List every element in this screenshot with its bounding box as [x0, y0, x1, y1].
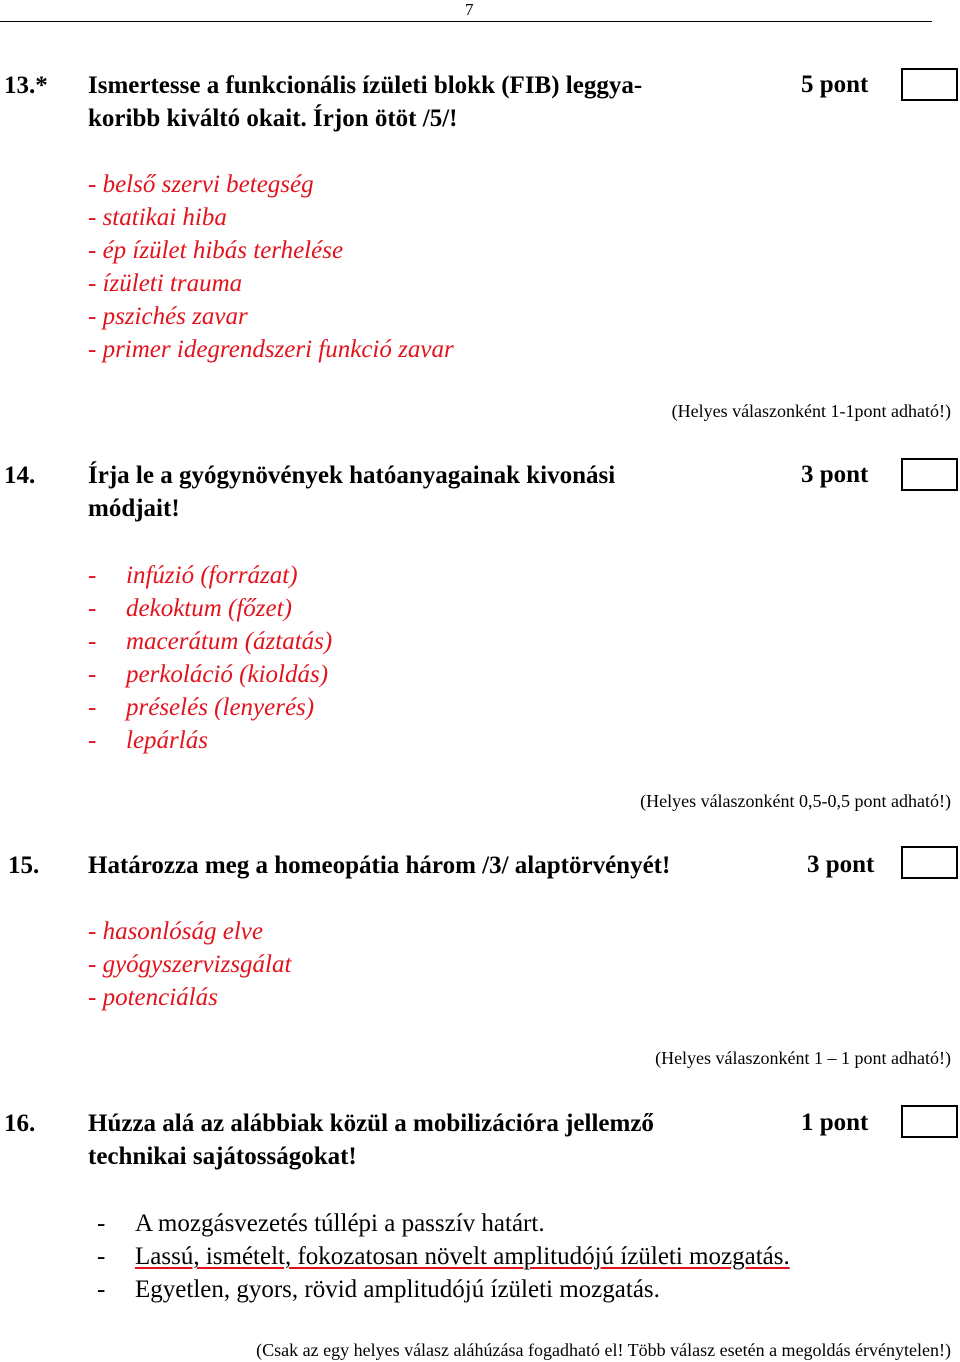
question-text-line: technikai sajátosságokat!: [88, 1143, 357, 1170]
option-dash: -: [97, 1243, 106, 1270]
answer-text: infúzió (forrázat): [126, 562, 298, 589]
question-number: 16.: [4, 1110, 36, 1137]
option-item: [97, 1240, 790, 1273]
answer-item: - gyógyszervizsgálat: [88, 951, 292, 978]
answer-dash: -: [88, 694, 97, 721]
score-box[interactable]: [901, 458, 958, 491]
question-text-line: Húzza alá az alábbiak közül a mobilizációra jellemző: [88, 1110, 654, 1137]
question-text-line: koribb kiváltó okait. Írjon ötöt /5/!: [88, 105, 458, 132]
answer-item: - ép ízület hibás terhelése: [88, 237, 344, 264]
answer-item: - hasonlóság elve: [88, 918, 263, 945]
answer-item: - potenciálás: [88, 984, 218, 1011]
scoring-note: (Csak az egy helyes válasz aláhúzása fogadható el! Több válasz esetén a megoldás érvénytelen!): [256, 1340, 951, 1360]
answer-text: dekoktum (főzet): [126, 595, 292, 622]
answer-dash: -: [88, 562, 97, 589]
option-dash: -: [97, 1210, 106, 1237]
answer-item: [88, 625, 332, 658]
answer-list: [88, 915, 291, 1014]
score-box[interactable]: [901, 68, 958, 101]
header-rule: [0, 21, 932, 22]
page-number: 7: [465, 0, 474, 19]
option-dash: -: [97, 1276, 106, 1303]
answer-item: [88, 592, 332, 625]
answer-item: - pszichés zavar: [88, 303, 248, 330]
question-text-line: Ismertesse a funkcionális ízületi blokk (FIB) leggya-: [88, 72, 643, 99]
answer-list: [88, 168, 454, 366]
question-text-line: módjait!: [88, 495, 180, 522]
points-label: 5 pont: [801, 71, 869, 98]
question-text: [88, 1107, 654, 1173]
answer-dash: -: [88, 595, 97, 622]
answer-item: - ízületi trauma: [88, 270, 243, 297]
answer-item: [88, 658, 332, 691]
answer-item: - belső szervi betegség: [88, 171, 314, 198]
answer-dash: -: [88, 727, 97, 754]
question-text: [88, 849, 670, 882]
answer-text: perkoláció (kioldás): [126, 661, 329, 688]
question-text: [88, 69, 642, 135]
question-number: 15.: [8, 852, 40, 879]
answer-dash: -: [88, 628, 97, 655]
answer-list: [88, 559, 332, 757]
option-text: A mozgásvezetés túllépi a passzív határt.: [135, 1210, 545, 1237]
option-item: [97, 1273, 790, 1306]
question-number: 13.*: [4, 72, 48, 99]
answer-dash: -: [88, 661, 97, 688]
option-item: [97, 1207, 790, 1240]
question-text-line: Írja le a gyógynövények hatóanyagainak kivonási: [88, 462, 616, 489]
points-label: 3 pont: [801, 461, 869, 488]
question-number: 14.: [4, 462, 36, 489]
option-list: [97, 1207, 790, 1306]
scoring-note: (Helyes válaszonként 1-1pont adható!): [671, 401, 951, 421]
answer-item: - primer idegrendszeri funkció zavar: [88, 336, 454, 363]
answer-text: préselés (lenyerés): [126, 694, 315, 721]
score-box[interactable]: [901, 846, 958, 879]
points-label: 1 pont: [801, 1109, 869, 1136]
answer-item: - statikai hiba: [88, 204, 227, 231]
answer-item: [88, 559, 332, 592]
question-text-line: Határozza meg a homeopátia három /3/ alaptörvényét!: [88, 852, 671, 879]
option-text: Egyetlen, gyors, rövid amplitudójú ízületi mozgatás.: [135, 1276, 660, 1303]
question-text: [88, 459, 615, 525]
answer-item: [88, 691, 332, 724]
answer-item: [88, 724, 332, 757]
score-box[interactable]: [901, 1105, 958, 1138]
option-text-underlined: Lassú, ismételt, fokozatosan növelt amplitudójú ízületi mozgatás.: [135, 1243, 790, 1270]
answer-text: lepárlás: [126, 727, 208, 754]
scoring-note: (Helyes válaszonként 1 – 1 pont adható!): [655, 1048, 951, 1068]
scoring-note: (Helyes válaszonként 0,5-0,5 pont adható!): [640, 791, 951, 811]
answer-text: macerátum (áztatás): [126, 628, 333, 655]
points-label: 3 pont: [807, 851, 875, 878]
